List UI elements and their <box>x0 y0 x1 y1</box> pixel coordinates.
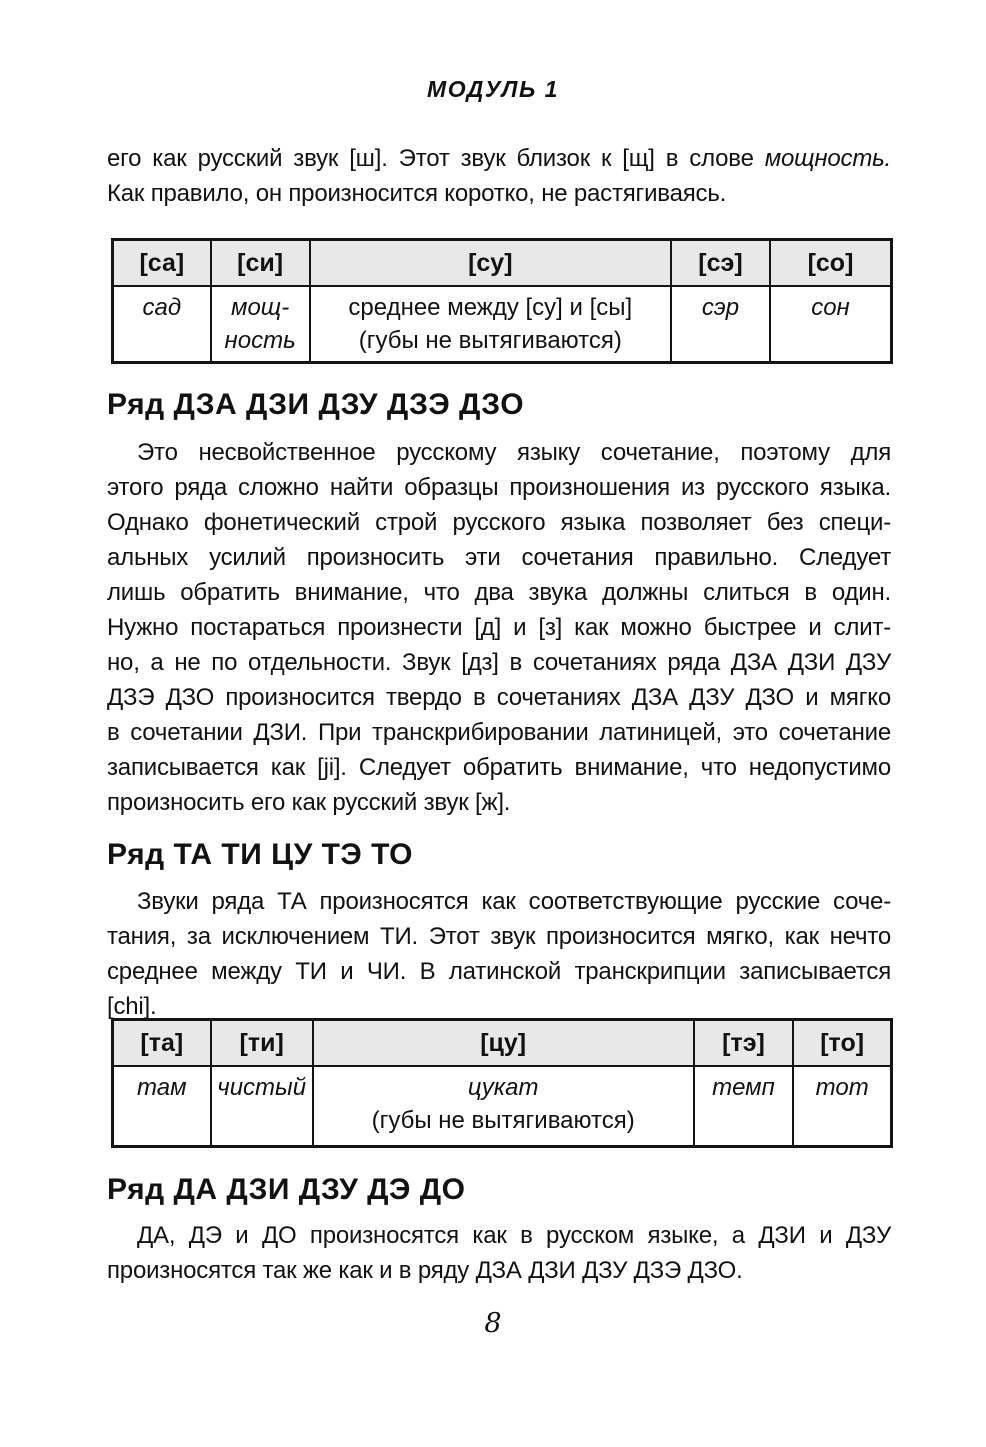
text: ДЗЭ ДЗО произносится твердо в сочетаниях ДЗА ДЗУ ДЗО и мягко <box>107 684 891 711</box>
cell-line <box>118 291 206 324</box>
text: ДА, ДЭ и ДО произносятся как в русском языке, а ДЗИ и ДЗУ <box>137 1222 891 1249</box>
table-header-cell: [су] <box>310 240 671 287</box>
italic-text: цукат <box>467 1074 539 1101</box>
cell-line <box>775 291 886 324</box>
cell-line <box>315 291 666 324</box>
cell-line <box>318 1104 689 1137</box>
text: (губы не вытягиваются) <box>371 1107 635 1134</box>
page-number: 8 <box>484 1308 502 1339</box>
table-row <box>113 1066 892 1147</box>
italic-text: мощность. <box>764 145 891 172</box>
text: сэр <box>701 294 740 321</box>
table-header-cell: [со] <box>770 240 892 287</box>
cell-line <box>676 291 765 324</box>
text: Это несвойственное русскому языку сочетание, поэтому для <box>137 439 891 466</box>
text: темп <box>712 1074 775 1101</box>
text: в сочетании ДЗИ. При транскрибировании латиницей, это сочетание <box>107 719 891 746</box>
paragraph-line <box>107 540 891 575</box>
paragraph-line <box>107 505 891 540</box>
table-cell <box>793 1066 891 1147</box>
table-header-cell: [ти] <box>211 1020 313 1067</box>
table-cell <box>211 1066 313 1147</box>
paragraph-line <box>107 645 891 680</box>
text: записывается как [ji]. Следует обратить внимание, что недопустимо <box>107 754 891 781</box>
paragraph-line <box>107 610 891 645</box>
text: Однако фонетический строй русского языка позволяет без специ- <box>107 509 891 536</box>
text: тот <box>815 1074 869 1101</box>
cell-line <box>118 1071 206 1104</box>
table-header-cell: [си] <box>211 240 310 287</box>
text: альных усилий произносить эти сочетания правильно. Следует <box>107 544 891 571</box>
text: этого ряда сложно найти образцы произношения из русского языка. <box>107 474 891 501</box>
cell-line <box>318 1071 689 1104</box>
cell-line <box>798 1071 886 1104</box>
paragraph-line <box>107 750 891 785</box>
text: произносятся так же как и в ряду ДЗА ДЗИ ДЗУ ДЗЭ ДЗО. <box>107 1257 743 1284</box>
text: ность <box>224 327 296 354</box>
paragraph-line <box>107 470 891 505</box>
paragraph-line <box>107 919 891 954</box>
table-row <box>113 286 892 363</box>
text: среднее между ТИ и ЧИ. В латинской транскрипции записывается [chi]. <box>107 958 891 1020</box>
table-cell <box>770 286 892 363</box>
table-header-cell: [цу] <box>313 1020 694 1067</box>
table-cell <box>694 1066 794 1147</box>
text: его как русский звук [ш]. Этот звук близок к [щ] в слове <box>107 145 765 172</box>
table-header-cell: [са] <box>113 240 211 287</box>
sa-row-table <box>111 238 893 364</box>
paragraph-line <box>107 435 891 470</box>
paragraph-line <box>107 575 891 610</box>
paragraph-line <box>107 715 891 750</box>
ta-paragraph <box>107 884 891 1024</box>
paragraph-line <box>107 176 891 211</box>
text: но, а не по отдельности. Звук [дз] в сочетаниях ряда ДЗА ДЗИ ДЗУ <box>107 649 891 676</box>
running-head: МОДУЛЬ 1 <box>427 76 559 102</box>
text: чистый <box>217 1074 307 1101</box>
table-header-cell: [тэ] <box>694 1020 794 1067</box>
paragraph-line <box>107 954 891 1024</box>
text: лишь обратить внимание, что два звука должны слиться в один. <box>107 579 891 606</box>
paragraph-line <box>107 680 891 715</box>
text: Как правило, он произносится коротко, не растягиваясь. <box>107 180 727 207</box>
section-heading-dza: Ряд ДЗА ДЗИ ДЗУ ДЗЭ ДЗО <box>107 388 525 421</box>
text: произносить его как русский звук [ж]. <box>107 789 511 816</box>
text: сон <box>811 294 850 321</box>
table-header-row <box>113 240 892 287</box>
cell-line <box>699 1071 789 1104</box>
text: сад <box>142 294 182 321</box>
intro-paragraph <box>107 141 891 211</box>
text: мощ- <box>230 294 290 321</box>
cell-line <box>216 324 305 357</box>
table-header-cell: [та] <box>113 1020 211 1067</box>
da-paragraph <box>107 1218 891 1288</box>
text: тания, за исключением ТИ. Этот звук произносится мягко, как нечто <box>107 923 891 950</box>
table-header-cell: [сэ] <box>671 240 770 287</box>
table-header-row <box>113 1020 892 1067</box>
table-cell <box>113 1066 211 1147</box>
ta-row-table <box>111 1018 893 1148</box>
cell-line <box>216 291 305 324</box>
table-cell <box>113 286 211 363</box>
paragraph-line <box>107 141 891 176</box>
table-cell <box>211 286 310 363</box>
cell-line <box>315 324 666 357</box>
paragraph-line <box>107 1253 891 1288</box>
text: Нужно постараться произнести [д] и [з] как можно быстрее и слит- <box>107 614 891 641</box>
text: (губы не вытягиваются) <box>358 327 622 354</box>
table-cell <box>313 1066 694 1147</box>
table-cell <box>671 286 770 363</box>
cell-line <box>216 1071 308 1104</box>
text: там <box>137 1074 187 1101</box>
paragraph-line <box>107 1218 891 1253</box>
paragraph-line <box>107 785 891 820</box>
paragraph-line <box>107 884 891 919</box>
dza-paragraph <box>107 435 891 820</box>
table-cell <box>310 286 671 363</box>
section-heading-da: Ряд ДА ДЗИ ДЗУ ДЭ ДО <box>107 1173 466 1206</box>
section-heading-ta: Ряд ТА ТИ ЦУ ТЭ ТО <box>107 838 413 871</box>
table-header-cell: [то] <box>793 1020 891 1067</box>
text: Звуки ряда ТА произносятся как соответствующие русские соче- <box>137 888 891 915</box>
text: среднее между [су] и [сы] <box>348 294 633 321</box>
